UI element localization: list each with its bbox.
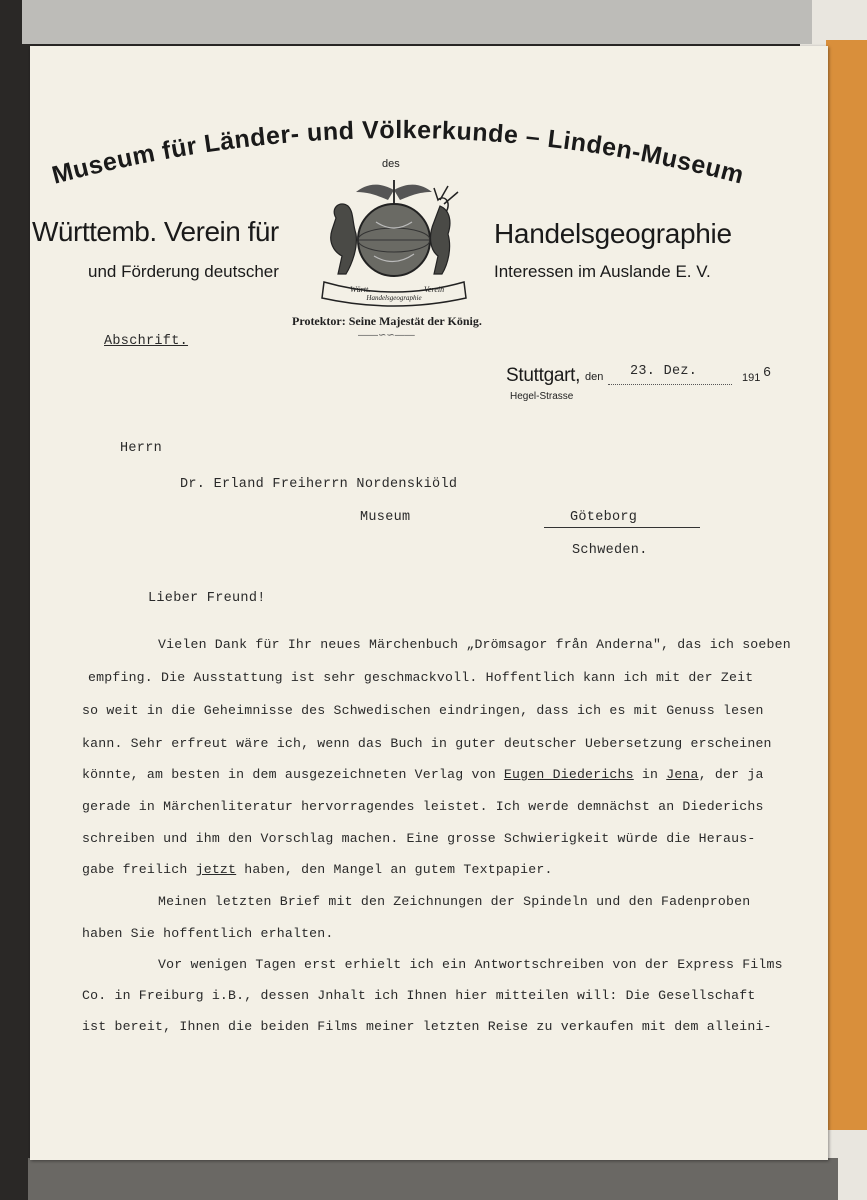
abschrift-label: Abschrift. bbox=[104, 334, 189, 349]
place-den: den bbox=[585, 371, 604, 383]
protektor-line: Protektor: Seine Majestät der König. bbox=[292, 314, 482, 328]
body-line: ist bereit, Ihnen die beiden Films meiner letzten Reise zu verkaufen mit dem alleini- bbox=[82, 1019, 772, 1034]
body-line: kann. Sehr erfreut wäre ich, wenn das Buch in guter deutscher Uebersetzung erscheinen bbox=[82, 736, 772, 751]
emblem-right-text: Verein bbox=[424, 285, 445, 294]
verein-left-line2: und Förderung deutscher bbox=[88, 262, 279, 281]
publisher-name: Eugen Diederichs bbox=[503, 767, 634, 782]
body-line: Vielen Dank für Ihr neues Märchenbuch „Drömsagor från Anderna", das ich soeben bbox=[158, 637, 791, 652]
address-city: Göteborg bbox=[570, 510, 638, 525]
emblem-ribbon-text: Handelsgeographie bbox=[366, 294, 422, 302]
body-line: so weit in die Geheimnisse des Schwedischen eindringen, dass ich es mit Genuss lesen bbox=[82, 703, 764, 718]
year-suffix: 6 bbox=[763, 366, 772, 381]
verein-right-line2: Interessen im Auslande E. V. bbox=[494, 262, 711, 281]
date-value: 23. Dez. bbox=[630, 364, 698, 379]
bottom-shadow bbox=[28, 1158, 838, 1200]
address-herrn: Herrn bbox=[120, 441, 163, 456]
body-line: haben Sie hoffentlich erhalten. bbox=[82, 926, 334, 941]
verein-right-line1: Handelsgeographie bbox=[494, 218, 732, 249]
body-line: könnte, am besten in dem ausgezeichneten Verlag von Eugen Diederichs in Jena, der ja bbox=[82, 767, 764, 782]
body-line: gerade in Märchenliteratur hervorragendes leistet. Ich werde demnächst an Diederichs bbox=[82, 799, 764, 814]
year-prefix: 191 bbox=[742, 372, 761, 384]
des-word: des bbox=[382, 158, 400, 170]
address-city-underline bbox=[544, 527, 700, 528]
body-line: Co. in Freiburg i.B., dessen Jnhalt ich Ihnen hier mitteilen will: Die Gesellschaft bbox=[82, 988, 756, 1003]
place-city: Stuttgart, bbox=[506, 365, 581, 386]
street: Hegel-Strasse bbox=[510, 391, 574, 402]
address-name: Dr. Erland Freiherrn Nordenskiöld bbox=[180, 477, 458, 492]
greeting: Lieber Freund! bbox=[148, 591, 266, 606]
publisher-city: Jena bbox=[666, 767, 699, 782]
address-institution: Museum bbox=[360, 510, 411, 525]
verein-left-line1: Württemb. Verein für bbox=[32, 216, 279, 247]
top-page-strip bbox=[22, 0, 812, 44]
protektor-ornament: ——∽∽—— bbox=[358, 330, 415, 341]
body-line: schreiben und ihm den Vorschlag machen. Eine grosse Schwierigkeit würde die Heraus- bbox=[82, 831, 756, 846]
body-line: gabe freilich jetzt haben, den Mangel an gutem Textpapier. bbox=[82, 862, 553, 877]
address-country: Schweden. bbox=[572, 543, 648, 558]
body-line: Meinen letzten Brief mit den Zeichnungen der Spindeln und den Fadenproben bbox=[158, 894, 751, 909]
body-line: empfing. Die Ausstattung ist sehr geschmackvoll. Hoffentlich kann ich mit der Zeit bbox=[88, 670, 754, 685]
orange-folder-edge bbox=[826, 40, 867, 1130]
coat-of-arms-icon bbox=[316, 178, 472, 310]
emblem-left-text: Württ. bbox=[350, 285, 371, 294]
museum-title: Museum für Länder- und Völkerkunde – Linden-Museum bbox=[49, 115, 747, 190]
emphasis-jetzt: jetzt bbox=[195, 862, 237, 877]
body-line: Vor wenigen Tagen erst erhielt ich ein Antwortschreiben von der Express Films bbox=[158, 957, 783, 972]
